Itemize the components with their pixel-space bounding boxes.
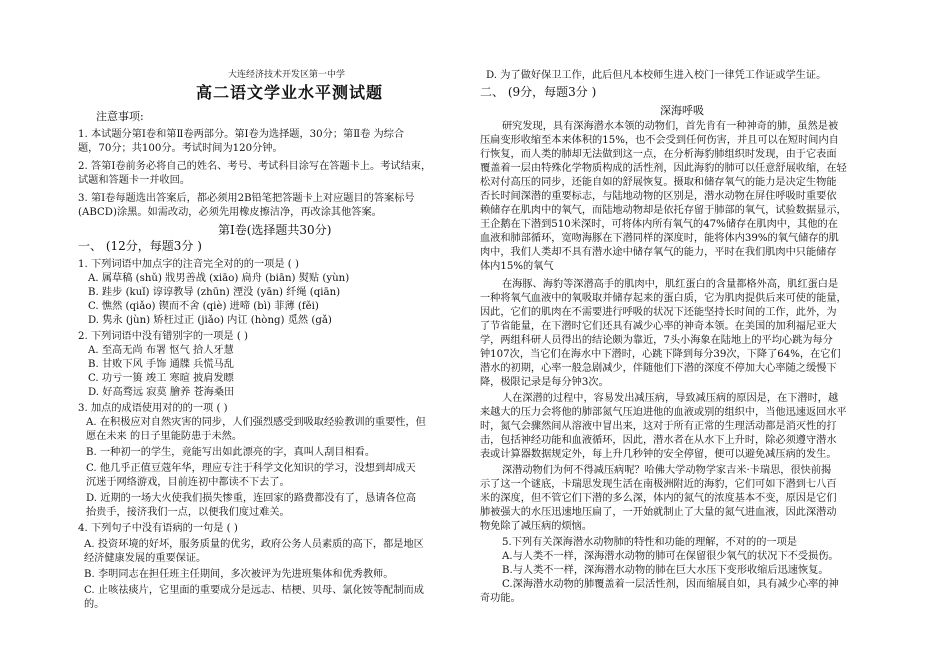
q3-option-d: D. 近期的一场大火使我们损失惨重，连回家的路费都没有了，恳请各位高 — [86, 493, 417, 504]
q4-option-a-cont: 经济健康发展的重要保证。 — [84, 553, 207, 564]
q3-option-a: A. 在积极应对自然灾害的同步，人们强烈感受到吸取经验教训的重要性，但 — [86, 417, 426, 428]
q5-option-a: A.与人类不一样，深海潜水动物的肺可在保留很少氧气的状况下不受损伤。 — [502, 551, 839, 562]
passage-line: 压扁变形收缩至本来体积的15%，也不会受到任何伤害，并且可以在短时间内自 — [480, 135, 839, 146]
q4-option-c: C. 止咳祛痰片，它里面的重要成分是远志、桔梗、贝母、氯化铵等配制而成 — [84, 585, 424, 596]
q4-option-b: B. 李明同志在担任班主任期间，多次被评为先进班集体和优秀教师。 — [84, 569, 394, 580]
question-1: 1. 下列词语中加点字的注音完全对的的一项是 ( ) — [78, 259, 299, 270]
question-5: 5.下列有关深海潜水动物肺的特性和功能的理解，不对的的一项是 — [502, 537, 797, 548]
passage-line: 松对付高压的同步，还能自如的舒展恢复。摄取和储存氧气的能力是决定生物能 — [480, 177, 837, 188]
question-2: 2. 下列词语中没有错别字的一项是 ( ) — [78, 331, 249, 342]
school-name: 大连经济技术开发区第一中学 — [228, 70, 346, 80]
question-4: 4. 下列句子中没有语病的一句是 ( ) — [78, 523, 238, 534]
passage-line: 人在深潜的过程中，容易发出减压病，导致减压病的原因是，在下潜时，越 — [502, 393, 839, 404]
question-3: 3. 加点的成语使用对的的一项 ( ) — [78, 403, 228, 414]
q5-option-c-cont: 奇功能。 — [480, 593, 521, 604]
q1-option-d: D. 隽永 (jùn) 矫枉过正 (jiǎo) 内讧 (hòng) 觅然 (gǎ) — [88, 315, 332, 326]
q2-option-c: C. 功亏一篑 竣工 寒暄 披肩发瞟 — [88, 373, 234, 384]
passage-line: 肺被强大的水压迅速地压扁了，一开始就制止了大量的氮气进血液，因此深潜动 — [480, 507, 837, 518]
q2-option-d: D. 好高骛远 寂莫 膾养 苍海桑田 — [88, 387, 235, 398]
q3-option-c-cont: 沉迷于网络游戏，目前连初中都读不下去了。 — [86, 477, 290, 488]
notice-line: 试题和答题卡一并收回。 — [78, 175, 191, 186]
notice-line: (ABCD)涂黑。如需改动，必须先用橡皮擦洁净，再改涂其他答案。 — [78, 207, 382, 218]
passage-line: 学，两组科研人员得出的结论颇为靠近，7头小海象在陆地上的平均心跳为每分 — [480, 335, 833, 346]
q3-option-c: C. 他几乎正值豆蔻年华，理应专注于科学文化知识的学习，没想到却成天 — [86, 463, 416, 474]
passage-line: 因此，它们的肌肉在不需要进行呼吸的状况下还能坚持长时间的工作，此外，为 — [480, 307, 837, 318]
passage-line: 研究发现，具有深海潜水本领的动物们，首先肯有一种神奇的肺，虽然是被 — [502, 121, 839, 132]
notice-line: 1. 本试题分第Ⅰ卷和第Ⅱ卷两部分。第Ⅰ卷为选择题，30分；第Ⅱ卷 为综合 — [78, 129, 405, 140]
part-one-heading: 一、 (12分，每题3分 ) — [78, 239, 202, 253]
q2-option-b: B. 甘败下风 手饰 通牒 兵慌马乱 — [88, 359, 234, 370]
notice-line: 题，70分；共100分。考试时间为120分钟。 — [78, 143, 283, 154]
passage-line: 潜水的初期，心率一般急剧减少，伴随他们下潜的深度不停加大心率随之缓慢下 — [480, 363, 837, 374]
passage-line: 表或计算器数据规定外，每上升几秒钟的安全停留，便可以避免减压病的发生。 — [480, 449, 837, 460]
passage-line: 时，氮气会骤然间从溶液中冒出来，这对于所有正常的生理活动都是消灭性的打 — [480, 421, 837, 432]
q3-option-a-cont: 愿在未来 的日子里能防患于未然。 — [86, 431, 243, 442]
q4-option-d: D. 为了做好保卫工作，此后但凡本校师生进入校门一律凭工作证或学生证。 — [486, 70, 827, 81]
passage-line: 肉中，我们人类却不具有潜水途中储存氧气的能力，平时在我们肌肉中只能储存 — [480, 247, 837, 258]
passage-line: 示了这一个谜底，卡瑞思发现生活在南极洲附近的海豹，它们可如下潜到七八百 — [480, 479, 837, 490]
q2-option-a: A. 至高无尚 布署 怄气 拾人牙慧 — [88, 345, 234, 356]
volume-title: 第Ⅰ卷(选择题共30分) — [218, 223, 332, 237]
q3-option-b: B. 一种初一的学生，竟能写出如此漂亮的字，真叫人刮目相看。 — [86, 447, 376, 458]
passage-line: 降，极限记录是每分钟3次。 — [480, 377, 609, 388]
passage-line: 行恢复，而人类的肺却无法做到这一点，在分析海豹肺组织时发现，由于它表面 — [480, 149, 837, 160]
passage-line: 血液和肺部循环，宽吻海豚在下潜同样的深度时，能将体内39%的氧气储存的肌 — [480, 233, 839, 244]
exam-title: 高二语文学业水平测试题 — [196, 83, 384, 102]
notice-line: 2. 答第Ⅰ卷前务必将自己的姓名、考号、考试科目涂写在答题卡上。考试结束， — [78, 161, 432, 172]
notice-heading: 注意事项: — [96, 110, 144, 123]
passage-line: 否长时间深潜的重要标志，与陆地动物的区别是，潜水动物在屏住呼吸时重要依 — [480, 191, 837, 202]
q1-option-c: C. 憔然 (qiǎo) 锲而不舍 (qiè) 迸啼 (bì) 菲薄 (fěi) — [88, 301, 319, 312]
q3-option-d-cont: 抬贵手，接济我们一点，以便我们度过难关。 — [86, 507, 290, 518]
passage-line: 深潜动物们为何不得减压病呢？哈佛大学动物学家吉米·卡瑞思，很快前揭 — [502, 465, 832, 476]
passage-title: 深海呼吸 — [660, 104, 704, 117]
q1-option-b: B. 跬步 (kuǐ) 谆谆教导 (zhūn) 湮没 (yān) 纤绳 (qiān) — [88, 287, 341, 298]
notice-line: 3. 第Ⅰ卷每题选出答案后，都必须用2B铅笔把答题卡上对应题目的答案标号 — [78, 193, 415, 204]
passage-line: 赖储存在肌肉中的氧气，而陆地动物却是依托存留于肺部的氧气，试验数据显示， — [480, 205, 847, 216]
passage-line: 击，包括神经功能和血液循环，因此，潜水者在从水下上升时，除必须遵守潜水 — [480, 435, 837, 446]
passage-line: 物免除了减压病的烦恼。 — [480, 521, 593, 532]
q4-option-a: A. 投资环境的好坏，服务质量的优劣，政府公务人员素质的高下，都是地区 — [84, 539, 424, 550]
passage-line: 一种将氧气血液中的氧吸取并储存起来的蛋白质，它为肌肉提供后来可使的能量， — [480, 293, 847, 304]
q5-option-c: C.深海潜水动物的肺覆盖着一层活性剂，因而缩展自如，具有减少心率的神 — [502, 579, 839, 590]
passage-line: 钟107次，当它们在海水中下潜时，心跳下降到每分39次，下降了64%，在它们 — [480, 349, 841, 360]
passage-line: 体内15%的氧气 — [480, 261, 554, 272]
passage-line: 米的深度，但不管它们下潜的多么深，体内的氮气的浓度基本不变，原因是它们 — [480, 493, 837, 504]
q1-option-a: A. 属草稿 (shǔ) 戕男善战 (xiāo) 扃舟 (biān) 熨贴 (yùn) — [88, 273, 350, 284]
passage-line: 王企鹅在下潜到510米深时，可将体内所有氧气的47%储存在肌肉中，其他的在 — [480, 219, 838, 230]
part-two-heading: 二、 (9分，每题3分 ) — [480, 85, 597, 99]
q5-option-b: B.与人类不一样，深海潜水动物的肺在巨大水压下变形收缩后迅速恢复。 — [502, 565, 829, 576]
passage-line: 在海豚、海豹等深潜高手的肌肉中，肌红蛋白的含量都格外高，肌红蛋白是 — [502, 279, 839, 290]
passage-line: 覆盖着一层由特殊化学物质构成的活性剂，因此海豹的肺可以任意舒展收缩，在轻 — [480, 163, 847, 174]
q4-option-c-cont: 的。 — [84, 599, 105, 610]
passage-line: 来越大的压力会将他的肺部氮气压迫进他的血液或别的组织中，当他迅速返回水平 — [480, 407, 847, 418]
passage-line: 了节省能量，在下潜时它们还具有减少心率的神奇本领。在美国的加利福尼亚大 — [480, 321, 837, 332]
